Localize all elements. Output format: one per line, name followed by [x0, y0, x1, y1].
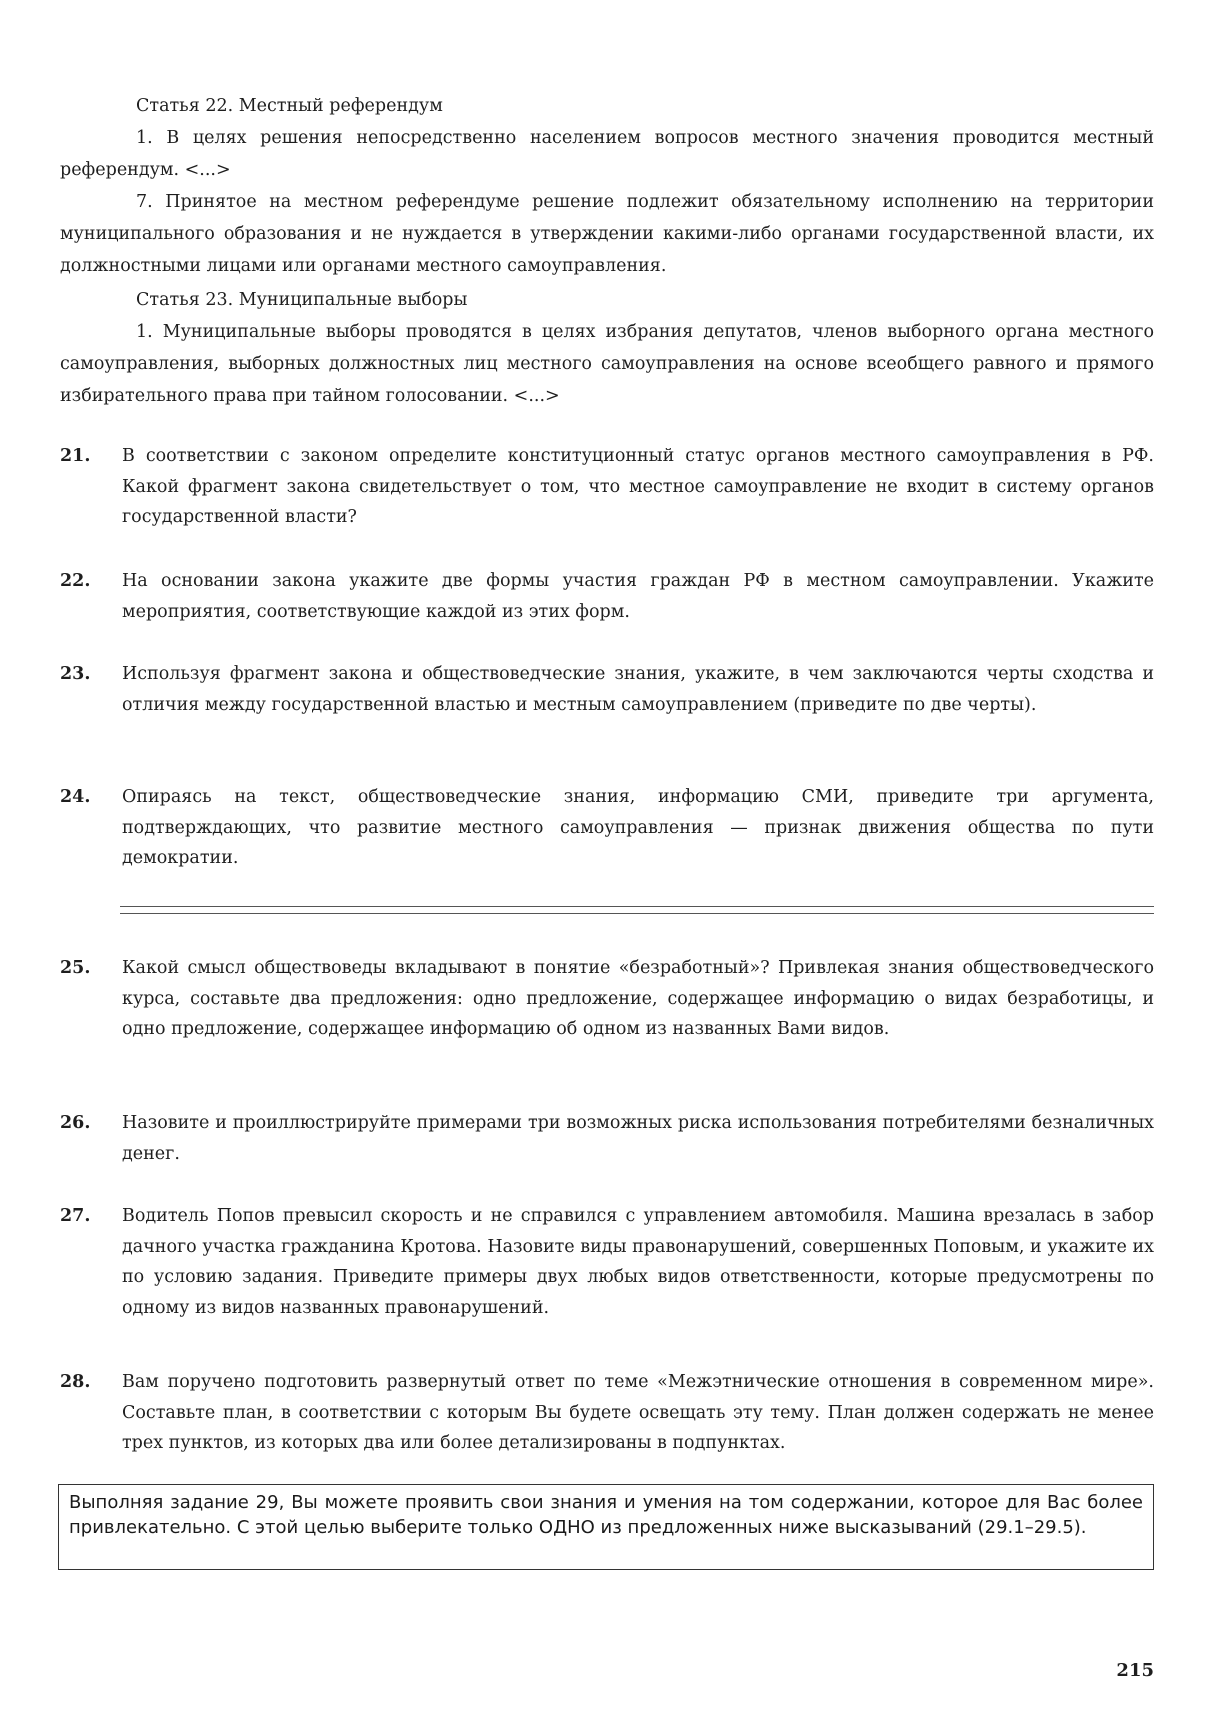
task-number: 22. — [60, 571, 91, 591]
page-number: 215 — [1116, 1660, 1154, 1681]
task-number: 26. — [60, 1113, 91, 1133]
task-text: Опираясь на текст, обществоведческие знания, информацию СМИ, приведите три аргумента, подтверждающих, что развитие местного самоуправления — признак движения общества по пути демократии. — [122, 787, 1154, 868]
task-21 — [60, 441, 1154, 533]
task-24 — [60, 782, 1154, 874]
task-28 — [60, 1367, 1154, 1459]
article-23-title: Статья 23. Муниципальные выборы — [136, 290, 468, 310]
section-divider — [120, 906, 1154, 914]
task-number: 27. — [60, 1206, 91, 1226]
task-text: Назовите и проиллюстрируйте примерами три возможных риска использования потребителями безналичных денег. — [122, 1113, 1154, 1164]
task-text: Используя фрагмент закона и обществоведческие знания, укажите, в чем заключаются черты сходства и отличия между государственной властью и местным самоуправлением (приведите по две черты). — [122, 664, 1154, 715]
task-text: Вам поручено подготовить развернутый ответ по теме «Межэтнические отношения в современном мире». Составьте план, в соответствии с которым Вы будете освещать эту тему. План должен содержать не менее трех пунктов, из которых два или более детализированы в подпунктах. — [122, 1372, 1154, 1453]
task-27 — [60, 1201, 1154, 1323]
task-number: 21. — [60, 446, 91, 466]
article-22-title: Статья 22. Местный референдум — [136, 96, 443, 116]
task-text: Водитель Попов превысил скорость и не справился с управлением автомобиля. Машина врезалась в забор дачного участка гражданина Кротова. Назовите виды правонарушений, совершенных Поповым, и укажите их по условию задания. Приведите примеры двух любых видов ответственности, которые предусмотрены по одному из видов названных правонарушений. — [122, 1206, 1154, 1318]
task-25 — [60, 953, 1154, 1045]
law-excerpt — [60, 90, 1154, 412]
task-29-notice-box: Выполняя задание 29, Вы можете проявить свои знания и умения на том содержании, которое для Вас более привлекательно. С этой целью выберите только ОДНО из предложенных ниже высказываний (29.1–29.5). — [58, 1484, 1154, 1570]
task-number: 24. — [60, 787, 91, 807]
task-number: 23. — [60, 664, 91, 684]
article-22-paragraph-7: 7. Принятое на местном референдуме решение подлежит обязательному исполнению на территории муниципального образования и не нуждается в утверждении какими-либо органами государственной власти, их должностными лицами или органами местного самоуправления. — [60, 192, 1154, 276]
task-23 — [60, 659, 1154, 720]
task-26 — [60, 1108, 1154, 1169]
task-22 — [60, 566, 1154, 627]
article-23-paragraph-1: 1. Муниципальные выборы проводятся в целях избрания депутатов, членов выборного органа местного самоуправления, выборных должностных лиц местного самоуправления на основе всеобщего равного и прямого избирательного права при тайном голосовании. <...> — [60, 322, 1154, 406]
task-number: 25. — [60, 958, 91, 978]
task-text: В соответствии с законом определите конституционный статус органов местного самоуправления в РФ. Какой фрагмент закона свидетельствует о том, что местное самоуправление не входит в систему органов государственной власти? — [122, 446, 1154, 527]
task-text: Какой смысл обществоведы вкладывают в понятие «безработный»? Привлекая знания обществоведческого курса, составьте два предложения: одно предложение, содержащее информацию о видах безработицы, и одно предложение, содержащее информацию об одном из названных Вами видов. — [122, 958, 1154, 1039]
task-text: На основании закона укажите две формы участия граждан РФ в местном самоуправлении. Укажите мероприятия, соответствующие каждой из этих форм. — [122, 571, 1154, 622]
task-number: 28. — [60, 1372, 91, 1392]
article-22-paragraph-1: 1. В целях решения непосредственно населением вопросов местного значения проводится местный референдум. <...> — [60, 128, 1154, 180]
